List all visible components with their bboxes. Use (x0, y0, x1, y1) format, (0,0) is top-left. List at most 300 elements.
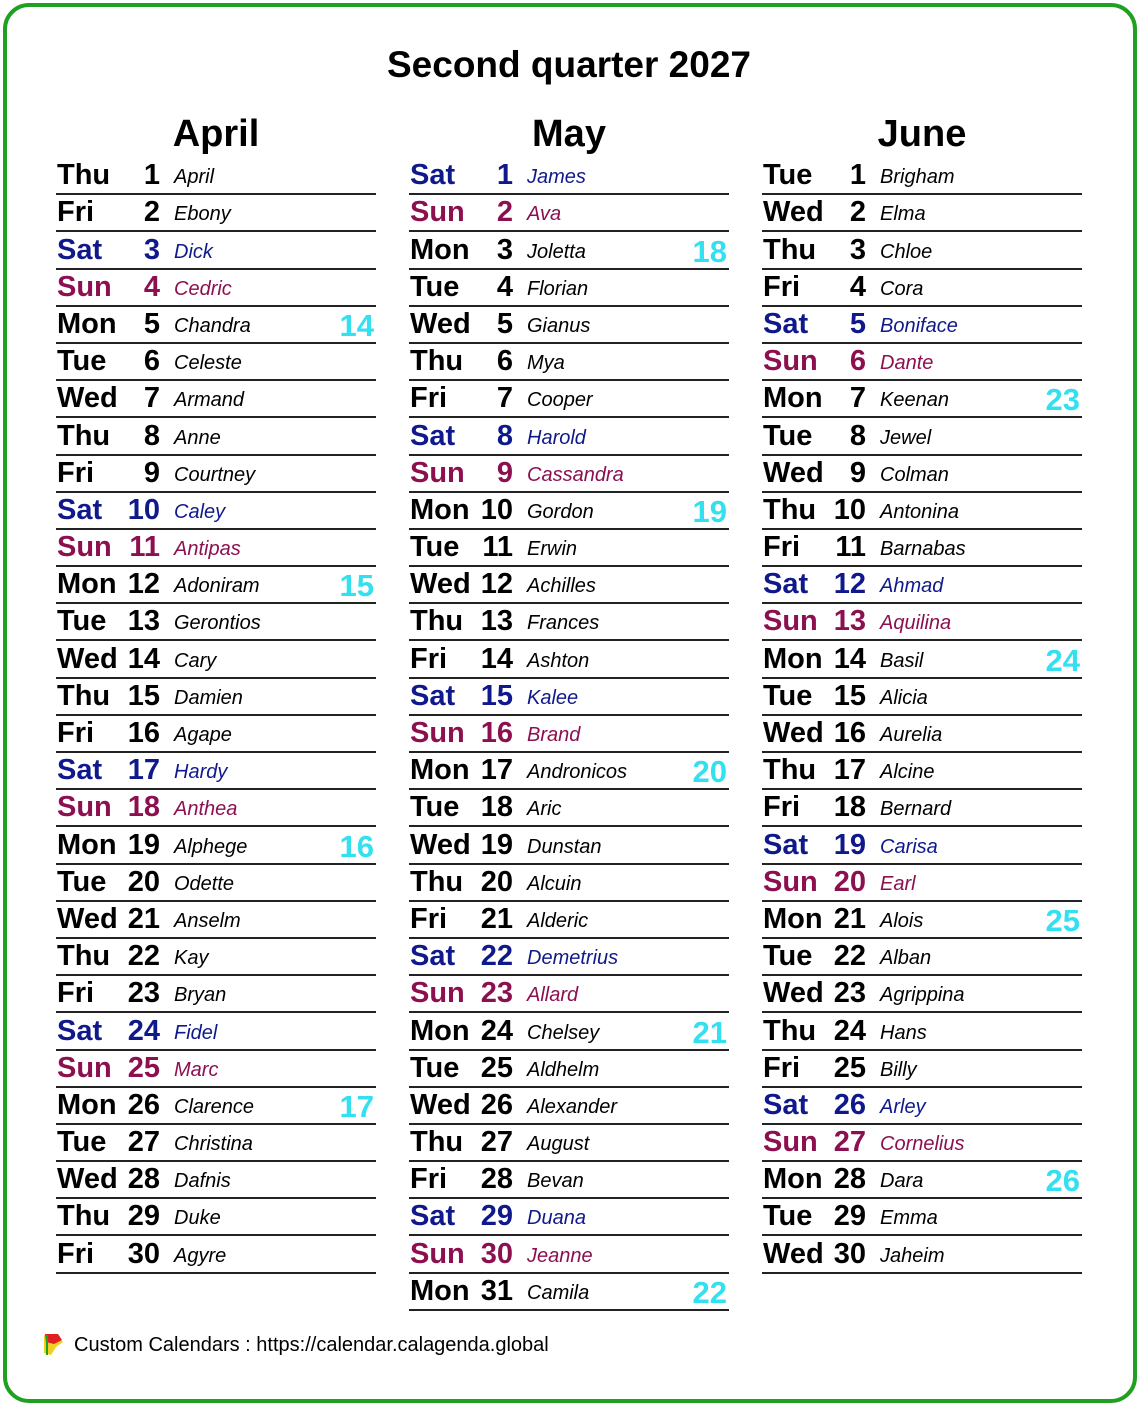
day-number: 25 (127, 1051, 160, 1084)
name-of-day: Fidel (174, 1021, 218, 1044)
name-of-day: Cornelius (880, 1133, 965, 1156)
day-of-week: Fri (763, 791, 801, 824)
day-row (409, 902, 729, 939)
day-of-week: Tue (57, 865, 107, 898)
day-number: 13 (833, 605, 866, 638)
day-of-week: Sat (410, 679, 456, 712)
name-of-day: Alphege (174, 835, 248, 858)
day-of-week: Sun (57, 531, 112, 564)
day-number: 6 (143, 345, 160, 378)
day-number: 10 (127, 493, 160, 526)
name-of-day: James (527, 166, 586, 189)
day-number: 12 (127, 568, 160, 601)
day-row (762, 232, 1082, 269)
day-of-week: Sat (57, 1014, 103, 1047)
name-of-day: Ebony (174, 203, 231, 226)
day-of-week: Mon (763, 382, 823, 415)
day-number: 8 (496, 419, 513, 452)
name-of-day: Cedric (174, 277, 232, 300)
day-of-week: Fri (57, 196, 95, 229)
day-row (762, 1125, 1082, 1162)
day-of-week: Fri (763, 1051, 801, 1084)
day-number: 3 (143, 233, 160, 266)
day-number: 30 (127, 1237, 160, 1270)
day-of-week: Thu (57, 419, 111, 452)
day-of-week: Wed (763, 1237, 824, 1270)
name-of-day: Cooper (527, 389, 593, 412)
day-row (56, 753, 376, 790)
day-of-week: Sat (763, 307, 809, 340)
day-number: 28 (833, 1163, 866, 1196)
day-number: 6 (849, 345, 866, 378)
day-row (762, 753, 1082, 790)
day-number: 23 (127, 977, 160, 1010)
day-number: 26 (480, 1088, 513, 1121)
day-number: 18 (480, 791, 513, 824)
day-of-week: Sun (763, 605, 818, 638)
day-row (762, 1162, 1082, 1199)
name-of-day: April (174, 166, 215, 189)
week-number: 16 (339, 828, 374, 864)
name-of-day: Erwin (527, 538, 578, 561)
day-row (409, 939, 729, 976)
name-of-day: Allard (527, 984, 579, 1007)
day-of-week: Mon (763, 1163, 823, 1196)
day-row (56, 679, 376, 716)
day-row (409, 158, 729, 195)
day-number: 17 (127, 754, 160, 787)
day-number: 2 (496, 196, 513, 229)
month-column-april (56, 110, 376, 1274)
day-number: 22 (833, 940, 866, 973)
day-row (56, 195, 376, 232)
name-of-day: Boniface (880, 314, 958, 337)
day-of-week: Mon (763, 902, 823, 935)
name-of-day: Dick (174, 240, 213, 263)
day-number: 4 (849, 270, 866, 303)
name-of-day: Aurelia (880, 724, 943, 746)
day-list (56, 158, 376, 1274)
day-number: 26 (833, 1088, 866, 1121)
name-of-day: Harold (527, 426, 586, 449)
day-number: 11 (482, 531, 513, 564)
name-of-day: Bernard (880, 798, 952, 821)
day-number: 12 (833, 568, 866, 601)
day-of-week: Mon (57, 828, 117, 861)
day-of-week: Mon (763, 642, 823, 675)
name-of-day: Keenan (880, 389, 949, 412)
day-row (762, 493, 1082, 530)
day-number: 31 (480, 1274, 513, 1307)
name-of-day: Billy (880, 1058, 917, 1081)
day-of-week: Mon (410, 493, 470, 526)
day-row (56, 865, 376, 902)
name-of-day: Kay (174, 947, 209, 970)
day-of-week: Sun (57, 270, 112, 303)
day-of-week: Tue (763, 419, 813, 452)
day-row (409, 530, 729, 567)
day-row (762, 641, 1082, 678)
day-number: 15 (833, 679, 866, 712)
day-of-week: Thu (763, 493, 817, 526)
day-number: 28 (127, 1163, 160, 1196)
day-row (409, 1051, 729, 1088)
name-of-day: Elma (880, 203, 926, 226)
day-number: 25 (480, 1051, 513, 1084)
day-of-week: Tue (763, 679, 813, 712)
day-of-week: Mon (57, 568, 117, 601)
day-number: 4 (496, 270, 513, 303)
day-row (762, 270, 1082, 307)
name-of-day: Emma (880, 1207, 938, 1230)
day-of-week: Sat (57, 493, 103, 526)
month-title: April (172, 113, 260, 155)
day-row (409, 790, 729, 827)
day-row (762, 567, 1082, 604)
name-of-day: Arley (880, 1095, 926, 1118)
day-of-week: Fri (57, 1237, 95, 1270)
day-of-week: Sat (57, 233, 103, 266)
day-of-week: Wed (763, 196, 824, 229)
name-of-day: Alcine (880, 761, 935, 784)
day-row (762, 344, 1082, 381)
name-of-day: Cary (174, 649, 217, 672)
name-of-day: Ahmad (880, 575, 944, 598)
day-row (762, 381, 1082, 418)
day-of-week: Mon (410, 1274, 470, 1307)
day-of-week: Thu (410, 605, 464, 638)
day-of-week: Sun (763, 345, 818, 378)
day-row (56, 493, 376, 530)
day-of-week: Fri (410, 382, 448, 415)
day-row (56, 344, 376, 381)
day-row (56, 1199, 376, 1236)
day-row (409, 716, 729, 753)
name-of-day: Ashton (527, 649, 590, 672)
day-number: 22 (480, 940, 513, 973)
day-of-week: Fri (763, 531, 801, 564)
name-of-day: Agyre (174, 1244, 227, 1267)
day-of-week: Mon (410, 754, 470, 787)
day-of-week: Fri (410, 642, 448, 675)
day-number: 20 (480, 865, 513, 898)
name-of-day: Alexander (527, 1095, 618, 1118)
name-of-day: Bryan (174, 984, 227, 1007)
day-of-week: Sun (410, 717, 465, 749)
name-of-day: Aquilina (880, 612, 952, 635)
day-row (56, 1088, 376, 1125)
name-of-day: August (527, 1133, 590, 1156)
day-row (56, 232, 376, 269)
day-of-week: Fri (410, 902, 448, 935)
name-of-day: Brigham (880, 166, 955, 189)
day-number: 10 (480, 493, 513, 526)
day-number: 1 (143, 159, 160, 192)
day-row (409, 865, 729, 902)
day-row (762, 1013, 1082, 1050)
day-number: 23 (833, 977, 866, 1010)
day-row (409, 1274, 729, 1311)
day-number: 19 (833, 828, 866, 861)
day-row (762, 307, 1082, 344)
day-number: 21 (833, 902, 866, 935)
day-row (762, 1236, 1082, 1273)
day-number: 21 (127, 902, 160, 935)
day-row (762, 604, 1082, 641)
day-list (762, 158, 1082, 1274)
day-of-week: Mon (57, 1088, 117, 1121)
day-row (409, 344, 729, 381)
name-of-day: Cora (880, 277, 924, 300)
day-row (409, 679, 729, 716)
name-of-day: Dafnis (174, 1170, 231, 1193)
day-of-week: Sun (410, 977, 465, 1010)
day-row (56, 939, 376, 976)
day-number: 1 (849, 159, 866, 192)
name-of-day: Chandra (174, 314, 251, 337)
day-row (56, 976, 376, 1013)
day-of-week: Fri (763, 270, 801, 303)
day-number: 8 (849, 419, 866, 452)
name-of-day: Dante (880, 352, 934, 375)
day-row (56, 270, 376, 307)
day-number: 9 (143, 456, 160, 489)
day-row (762, 530, 1082, 567)
name-of-day: Agape (174, 724, 232, 746)
day-row (762, 902, 1082, 939)
week-number: 14 (339, 307, 374, 343)
day-row (409, 567, 729, 604)
name-of-day: Antonina (880, 500, 959, 523)
day-number: 16 (480, 717, 513, 749)
name-of-day: Bevan (527, 1170, 584, 1193)
name-of-day: Kalee (527, 686, 579, 709)
day-number: 1 (496, 159, 513, 192)
day-number: 9 (496, 456, 513, 489)
week-number: 15 (339, 568, 374, 604)
name-of-day: Colman (880, 463, 949, 486)
day-number: 17 (480, 754, 513, 787)
name-of-day: Alban (880, 947, 932, 970)
day-row (409, 753, 729, 790)
day-row (56, 716, 376, 753)
name-of-day: Barnabas (880, 538, 966, 561)
footer (42, 1333, 549, 1357)
day-of-week: Mon (410, 233, 470, 266)
day-row (56, 641, 376, 678)
name-of-day: Gerontios (174, 612, 261, 635)
name-of-day: Odette (174, 872, 235, 895)
day-of-week: Tue (57, 345, 107, 378)
name-of-day: Jeanne (527, 1244, 593, 1267)
name-of-day: Anthea (174, 798, 238, 821)
name-of-day: Earl (880, 872, 916, 895)
day-number: 5 (849, 307, 866, 340)
day-row (762, 456, 1082, 493)
week-number: 26 (1045, 1163, 1080, 1199)
day-row (56, 1013, 376, 1050)
day-row (409, 1013, 729, 1050)
day-row (56, 456, 376, 493)
day-of-week: Thu (763, 233, 817, 266)
name-of-day: Marc (174, 1058, 219, 1081)
day-number: 14 (480, 642, 513, 675)
name-of-day: Alderic (527, 909, 589, 932)
day-row (762, 790, 1082, 827)
day-row (56, 530, 376, 567)
day-number: 11 (129, 531, 160, 564)
name-of-day: Armand (174, 389, 245, 412)
day-of-week: Sun (763, 1126, 818, 1159)
day-of-week: Sat (763, 828, 809, 861)
week-number: 22 (692, 1274, 727, 1310)
name-of-day: Gianus (527, 314, 591, 337)
day-of-week: Wed (763, 717, 824, 749)
month-column-may (409, 110, 729, 1311)
month-title: May (532, 113, 606, 155)
day-row (56, 790, 376, 827)
week-number: 24 (1045, 642, 1080, 678)
day-number: 26 (127, 1088, 160, 1121)
name-of-day: Adoniram (174, 575, 260, 598)
day-number: 2 (849, 196, 866, 229)
day-number: 24 (127, 1014, 160, 1047)
day-number: 18 (833, 791, 866, 824)
day-number: 13 (127, 605, 160, 638)
day-number: 16 (127, 717, 160, 749)
day-row (762, 716, 1082, 753)
day-row (762, 158, 1082, 195)
day-of-week: Sat (410, 159, 456, 192)
day-of-week: Tue (763, 159, 813, 192)
day-number: 7 (496, 382, 513, 415)
name-of-day: Dunstan (527, 835, 602, 858)
day-of-week: Thu (57, 940, 111, 973)
day-number: 15 (480, 679, 513, 712)
name-of-day: Damien (174, 686, 243, 709)
day-row (409, 1199, 729, 1236)
day-of-week: Sat (410, 1200, 456, 1233)
day-number: 4 (143, 270, 160, 303)
day-row (56, 604, 376, 641)
day-of-week: Fri (410, 1163, 448, 1196)
name-of-day: Agrippina (880, 984, 965, 1007)
day-row (56, 418, 376, 455)
day-number: 14 (127, 642, 160, 675)
day-of-week: Sun (763, 865, 818, 898)
name-of-day: Alcuin (527, 872, 582, 895)
day-of-week: Wed (410, 568, 471, 601)
day-of-week: Tue (57, 1126, 107, 1159)
day-number: 29 (480, 1200, 513, 1233)
day-of-week: Wed (57, 1163, 118, 1196)
day-row (762, 1088, 1082, 1125)
day-number: 19 (480, 828, 513, 861)
day-number: 18 (127, 791, 160, 824)
day-row (409, 270, 729, 307)
name-of-day: Duana (527, 1207, 586, 1230)
day-row (409, 641, 729, 678)
name-of-day: Carisa (880, 835, 938, 858)
day-row (56, 1236, 376, 1273)
day-of-week: Wed (57, 642, 118, 675)
day-of-week: Thu (57, 1200, 111, 1233)
day-row (762, 976, 1082, 1013)
day-of-week: Wed (410, 828, 471, 861)
day-row (409, 381, 729, 418)
name-of-day: Basil (880, 649, 924, 672)
day-row (409, 1088, 729, 1125)
day-of-week: Thu (763, 754, 817, 787)
day-number: 6 (496, 345, 513, 378)
day-number: 27 (833, 1126, 866, 1159)
day-number: 3 (496, 233, 513, 266)
day-row (56, 827, 376, 864)
day-row (762, 195, 1082, 232)
day-row (762, 1051, 1082, 1088)
day-number: 2 (143, 196, 160, 229)
week-number: 20 (692, 754, 727, 790)
day-of-week: Tue (410, 1051, 460, 1084)
day-of-week: Tue (57, 605, 107, 638)
day-number: 27 (480, 1126, 513, 1159)
day-number: 14 (833, 642, 866, 675)
day-row (409, 456, 729, 493)
day-of-week: Tue (763, 1200, 813, 1233)
day-row (762, 418, 1082, 455)
day-of-week: Thu (410, 345, 464, 378)
day-of-week: Sun (57, 1051, 112, 1084)
day-row (409, 1162, 729, 1199)
page-title: Second quarter 2027 (387, 44, 751, 85)
day-row (762, 1199, 1082, 1236)
day-of-week: Sat (763, 1088, 809, 1121)
day-number: 25 (833, 1051, 866, 1084)
day-row (56, 381, 376, 418)
day-of-week: Sat (410, 940, 456, 973)
day-row (409, 232, 729, 269)
month-column-june (762, 110, 1082, 1274)
name-of-day: Joletta (527, 240, 586, 263)
day-of-week: Tue (410, 791, 460, 824)
day-number: 15 (127, 679, 160, 712)
day-number: 20 (127, 865, 160, 898)
day-number: 30 (833, 1237, 866, 1270)
day-number: 13 (480, 605, 513, 638)
day-of-week: Thu (57, 679, 111, 712)
name-of-day: Gordon (527, 500, 594, 523)
name-of-day: Chloe (880, 240, 933, 263)
day-row (409, 604, 729, 641)
day-number: 30 (480, 1237, 513, 1270)
footer-link[interactable]: Custom Calendars : https://calendar.calagenda.global (74, 1333, 549, 1356)
day-number: 9 (849, 456, 866, 489)
day-of-week: Fri (57, 456, 95, 489)
name-of-day: Anne (174, 426, 221, 449)
day-row (409, 307, 729, 344)
week-number: 18 (692, 233, 727, 269)
day-of-week: Tue (410, 270, 460, 303)
day-of-week: Sun (410, 456, 465, 489)
day-number: 20 (833, 865, 866, 898)
day-of-week: Fri (57, 977, 95, 1010)
name-of-day: Caley (174, 500, 226, 523)
month-title: June (877, 113, 967, 155)
day-number: 19 (127, 828, 160, 861)
day-row (56, 1125, 376, 1162)
name-of-day: Mya (527, 352, 565, 375)
week-number: 25 (1045, 902, 1080, 938)
